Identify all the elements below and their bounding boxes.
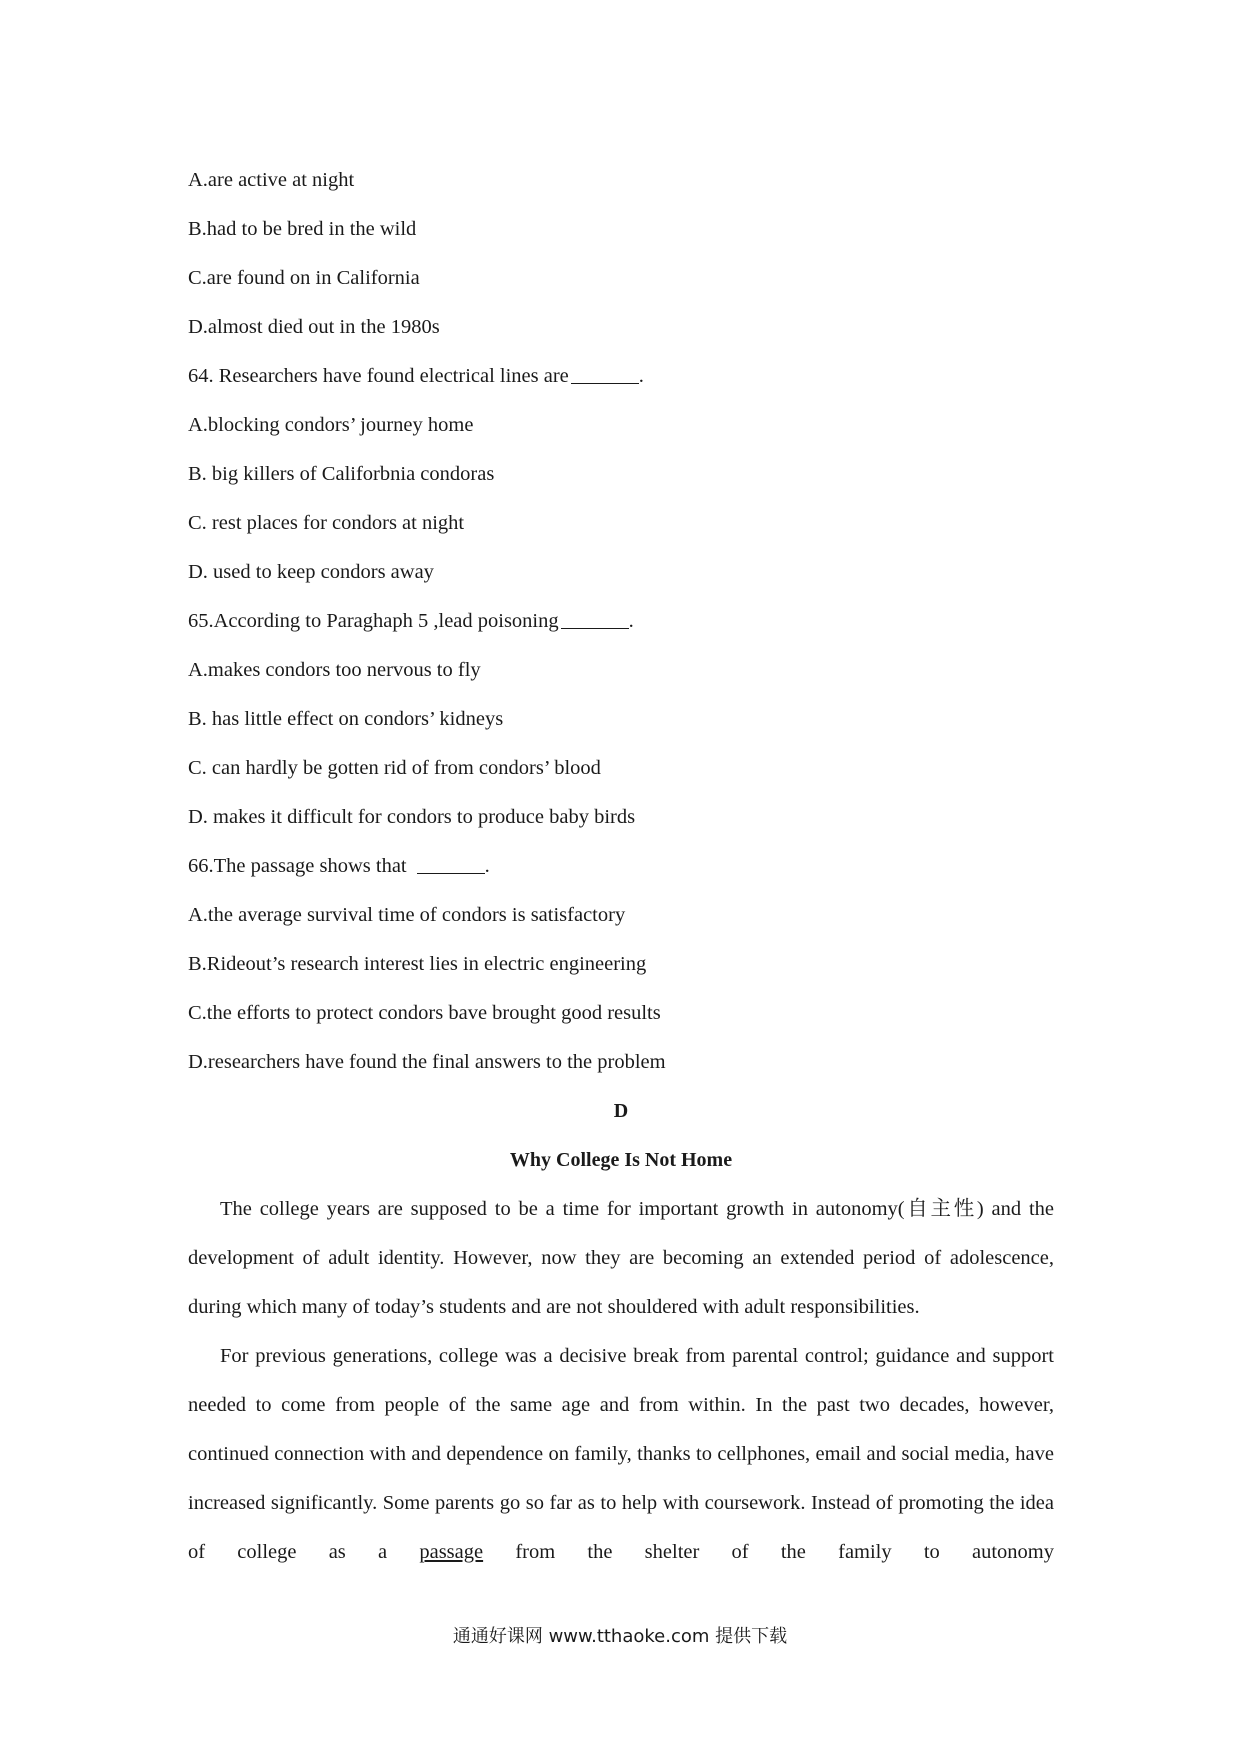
q64-stem-end: . <box>638 365 644 387</box>
q66-option-b: B.Rideout’s research interest lies in electric engineering <box>188 953 647 975</box>
q66-stem-text: 66.The passage shows that <box>188 855 407 877</box>
q65-option-c: C. can hardly be gotten rid of from condors’ blood <box>188 757 601 779</box>
q63-option-a: A.are active at night <box>188 169 355 191</box>
q66-answer-blank <box>417 851 485 874</box>
q64-option-d: D. used to keep condors away <box>188 561 434 583</box>
section-letter: D <box>613 1100 629 1122</box>
q66-option-c: C.the efforts to protect condors bave brought good results <box>188 1002 661 1024</box>
q66-stem-end: . <box>484 855 490 877</box>
q64-option-a: A.blocking condors’ journey home <box>188 414 474 436</box>
passage-title: Why College Is Not Home <box>509 1149 733 1171</box>
paragraph-2-text-after: from the shelter of the family to autonomy <box>515 1541 1055 1563</box>
q66-stem <box>188 842 1054 891</box>
passage-paragraph-1 <box>188 1185 1054 1332</box>
passage-paragraph-2 <box>188 1332 1054 1577</box>
q65-option-d: D. makes it difficult for condors to produce baby birds <box>188 806 636 828</box>
q64-option-b: B. big killers of Califorbnia condoras <box>188 463 495 485</box>
q63-option-d: D.almost died out in the 1980s <box>188 316 440 338</box>
q64-stem-text: 64. Researchers have found electrical lines are <box>188 365 569 387</box>
q65-option-a: A.makes condors too nervous to fly <box>188 659 481 681</box>
q65-stem-end: . <box>628 610 634 632</box>
footer-watermark: 通通好课网 www.tthaoke.com 提供下载 <box>452 1626 788 1647</box>
q64-stem <box>188 352 1054 401</box>
paragraph-1-text: The college years are supposed to be a time for important growth in autonomy(自主性) and the development of adult identity. However, now they are becoming an extended period of adolescence, during which many of today’s students and are not shouldered with adult responsibilities. <box>188 1198 1054 1318</box>
paragraph-2-text-before: For previous generations, college was a decisive break from parental control; guidance and support needed to come from people of the same age and from within. In the past two decades, however, continued connection with and dependence on family, thanks to cellphones, email and social media, have increased significantly. Some parents go so far as to help with coursework. Instead of promoting the idea of college as a <box>188 1345 1054 1563</box>
q66-option-d: D.researchers have found the final answers to the problem <box>188 1051 666 1073</box>
q66-option-a: A.the average survival time of condors is satisfactory <box>188 904 626 926</box>
q63-option-c: C.are found on in California <box>188 267 420 289</box>
document-page <box>188 156 1054 1577</box>
q64-option-c: C. rest places for condors at night <box>188 512 465 534</box>
q65-option-b: B. has little effect on condors’ kidneys <box>188 708 504 730</box>
underlined-word: passage <box>419 1541 484 1563</box>
q64-answer-blank <box>571 361 639 384</box>
q63-option-b: B.had to be bred in the wild <box>188 218 417 240</box>
q65-stem-text: 65.According to Paraghaph 5 ,lead poisoning <box>188 610 559 632</box>
q65-stem <box>188 597 1054 646</box>
q65-answer-blank <box>561 606 629 629</box>
